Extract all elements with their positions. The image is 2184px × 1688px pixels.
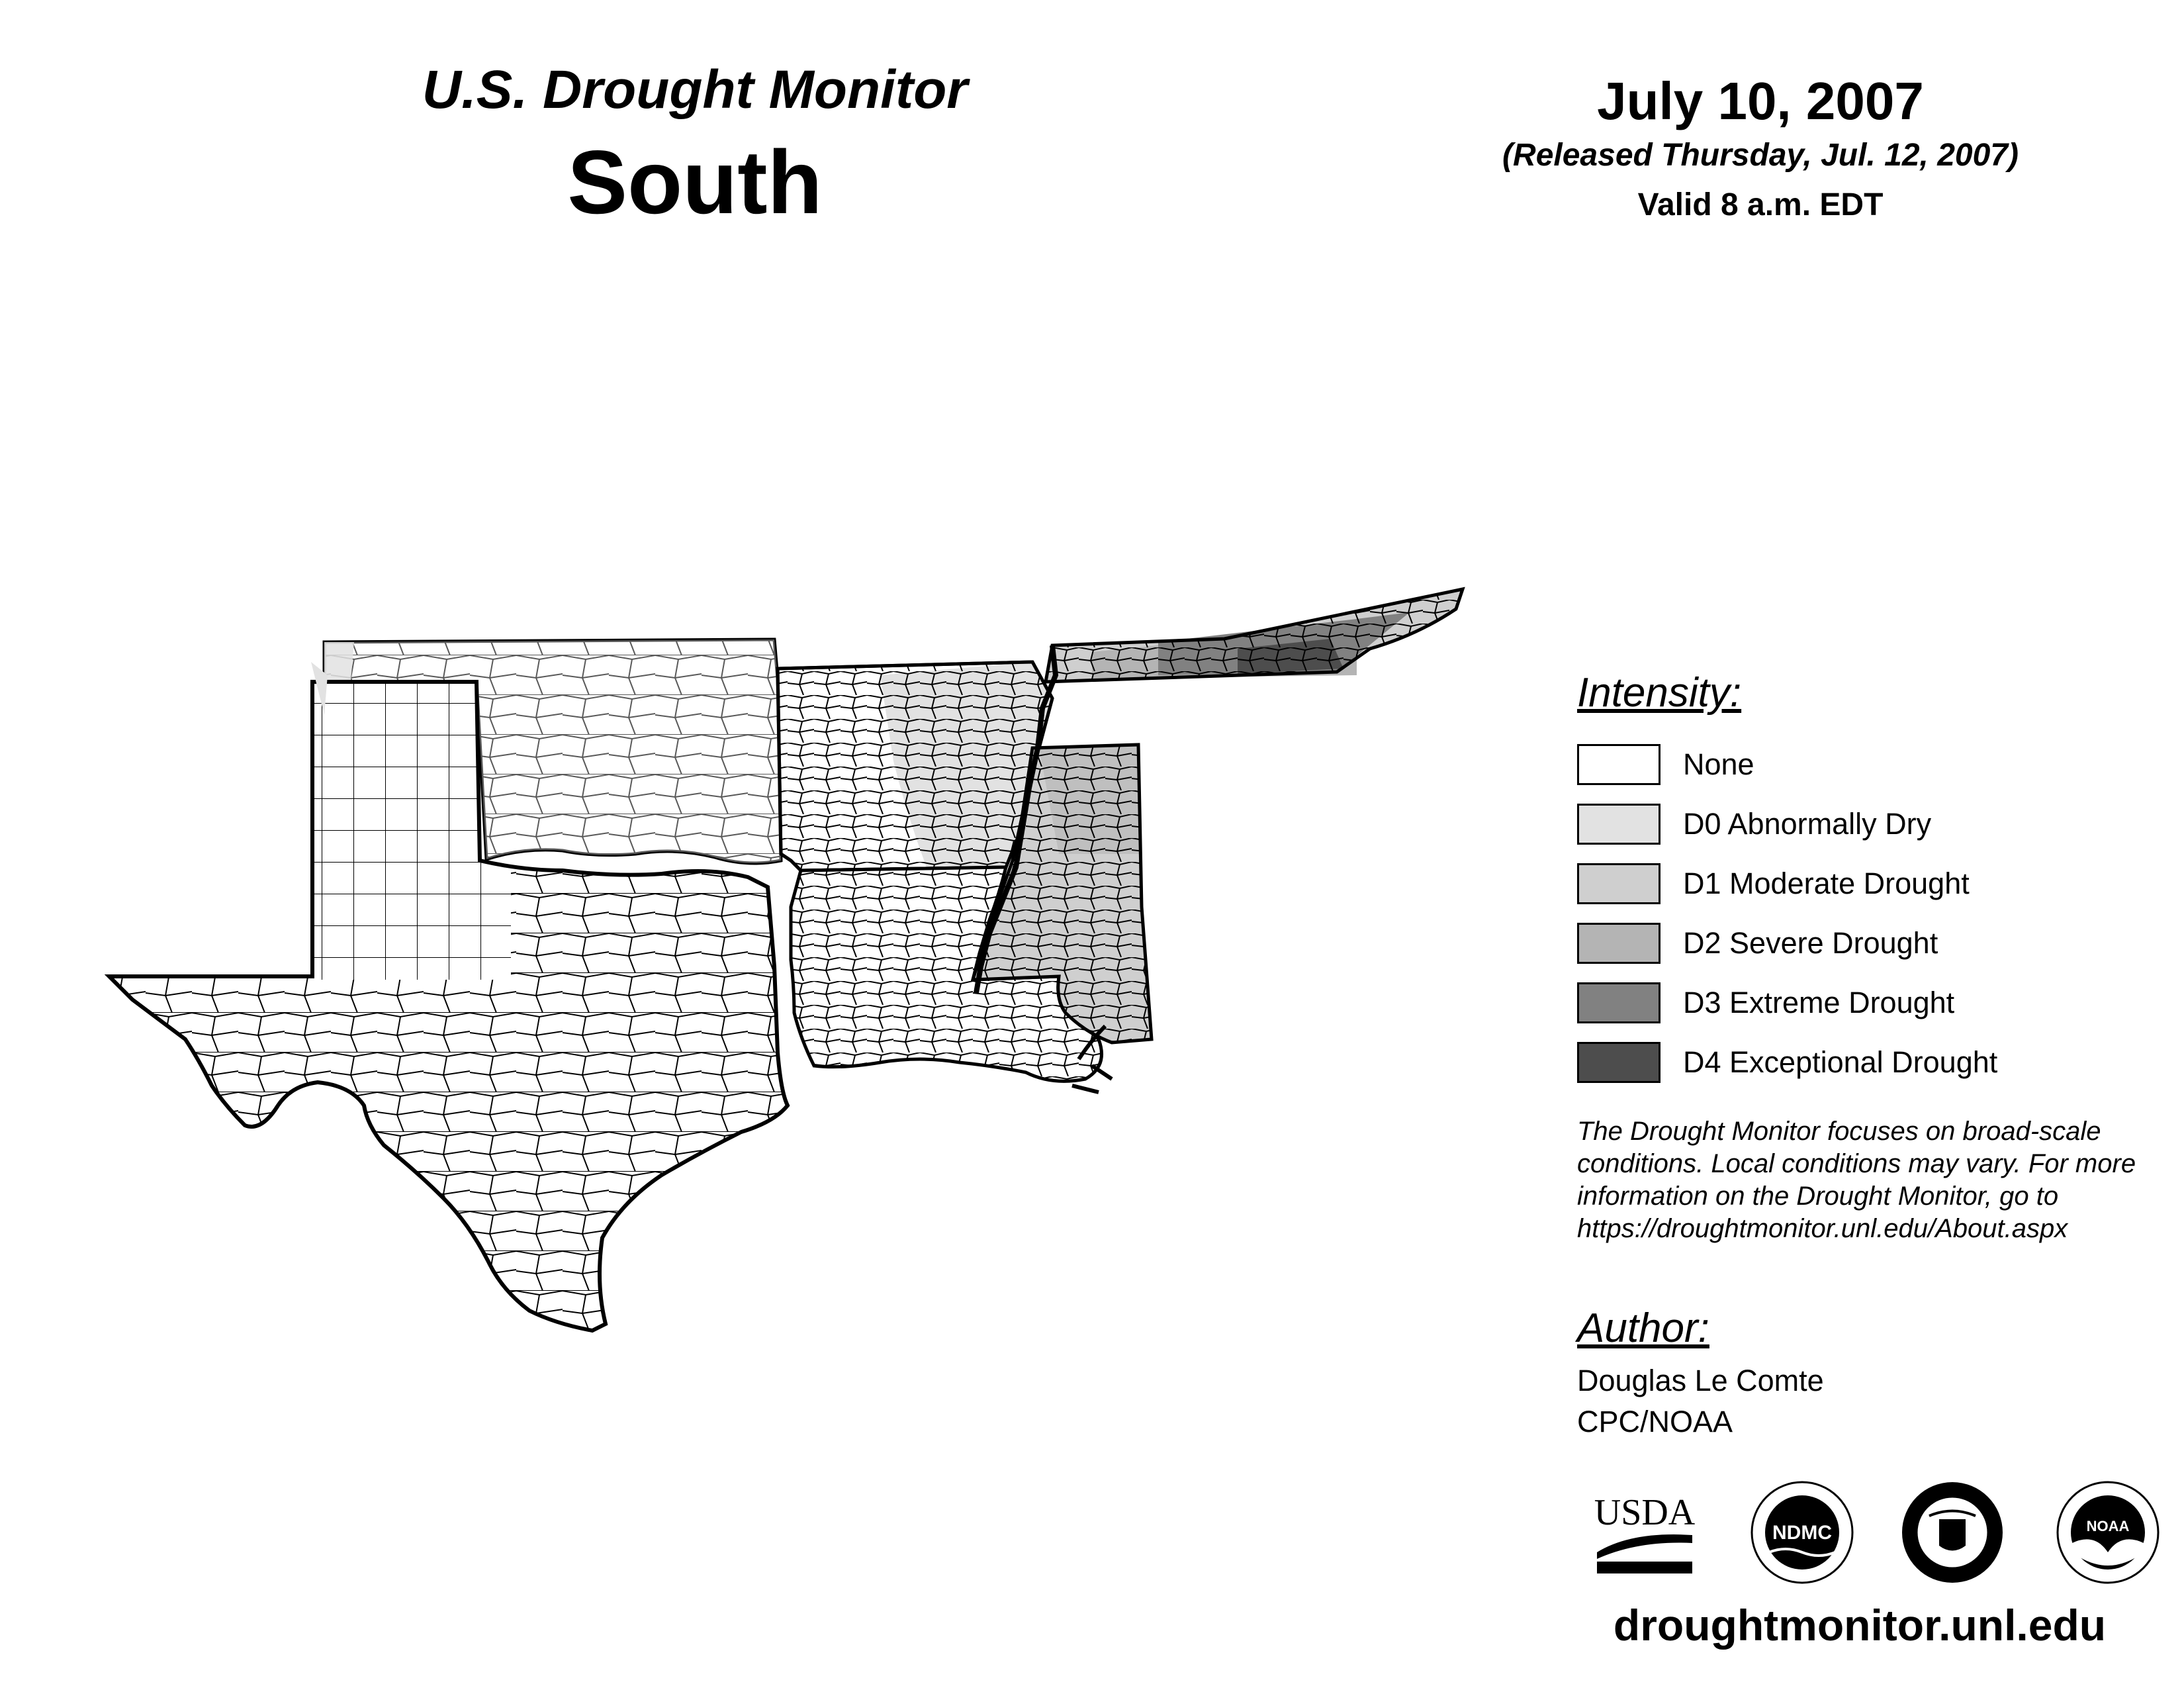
legend-label: D3 Extreme Drought — [1683, 986, 1955, 1019]
noaa-logo-text: NOAA — [2086, 1518, 2130, 1534]
disclaimer-text: The Drought Monitor focuses on broad-scale conditions. Local conditions may vary. For more information on the Drought Monitor, go to https://droughtmonitor.unl.edu/About.aspx — [1577, 1117, 2136, 1243]
legend-title: Intensity: — [1577, 670, 1742, 716]
ndmc-logo-text: NDMC — [1772, 1522, 1832, 1544]
author-org: CPC/NOAA — [1577, 1405, 1733, 1438]
legend-label: D0 Abnormally Dry — [1683, 807, 1932, 841]
legend-swatch-d0 — [1577, 804, 1661, 845]
legend — [1577, 735, 2160, 1092]
legend-label: None — [1683, 747, 1754, 781]
arkansas-state — [778, 662, 1052, 870]
map-title: U.S. Drought Monitor — [422, 60, 968, 120]
legend-swatch-d1 — [1577, 863, 1661, 904]
tennessee-state — [1046, 589, 1463, 682]
legend-item-d1 — [1577, 854, 2160, 914]
author-title: Author: — [1577, 1305, 1709, 1351]
legend-label: D4 Exceptional Drought — [1683, 1045, 1998, 1079]
legend-swatch-d4 — [1577, 1042, 1661, 1083]
legend-swatch-d3 — [1577, 982, 1661, 1023]
legend-swatch-d2 — [1577, 923, 1661, 964]
legend-item-d2 — [1577, 914, 2160, 973]
author-name: Douglas Le Comte — [1577, 1364, 1824, 1397]
map-date: July 10, 2007 — [1597, 71, 1924, 130]
legend-item-d4 — [1577, 1033, 2160, 1092]
valid-time: Valid 8 a.m. EDT — [1637, 187, 1884, 222]
ndmc-logo — [1749, 1479, 1855, 1585]
legend-item-none — [1577, 735, 2160, 794]
usda-logo — [1592, 1479, 1698, 1585]
release-date: (Released Thursday, Jul. 12, 2007) — [1502, 138, 2019, 173]
legend-item-d0 — [1577, 794, 2160, 854]
website-link[interactable]: droughtmonitor.unl.edu — [1613, 1601, 2107, 1650]
region-name: South — [567, 132, 823, 232]
noaa-logo — [2055, 1479, 2161, 1585]
legend-label: D2 Severe Drought — [1683, 926, 1938, 960]
commerce-seal-logo — [1899, 1479, 2005, 1585]
legend-swatch-none — [1577, 744, 1661, 785]
usda-logo-text: USDA — [1594, 1492, 1696, 1533]
drought-map — [99, 576, 1489, 1403]
legend-label: D1 Moderate Drought — [1683, 867, 1970, 900]
legend-item-d3 — [1577, 973, 2160, 1033]
